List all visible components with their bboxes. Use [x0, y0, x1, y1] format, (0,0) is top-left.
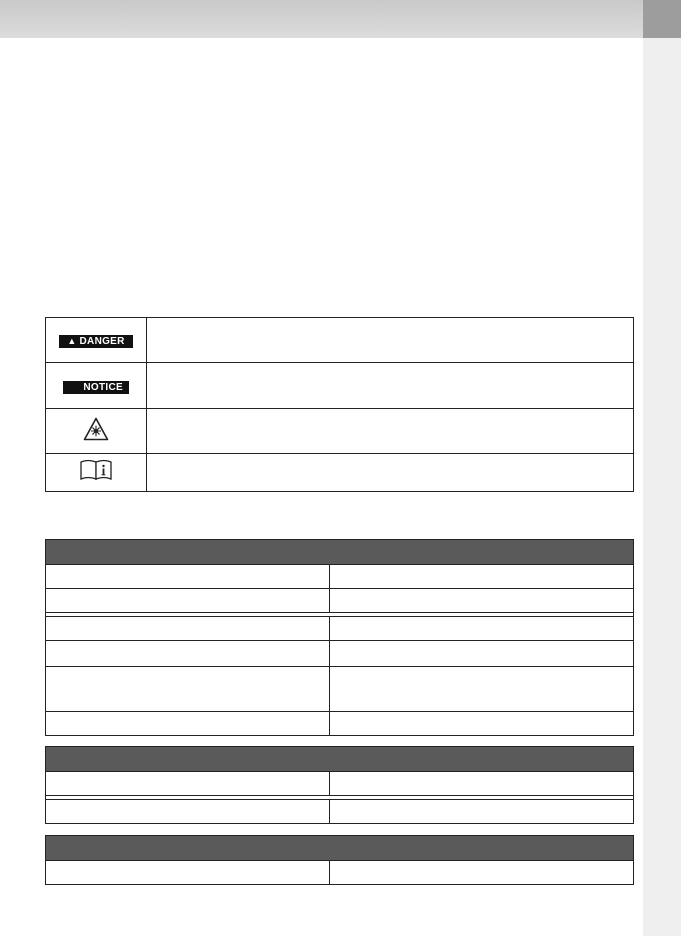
table-row — [46, 565, 634, 589]
spec-value — [330, 712, 634, 736]
symbol-description — [147, 363, 634, 409]
spec-table-title — [46, 747, 634, 772]
spec-value — [330, 589, 634, 613]
spec-table-title — [46, 836, 634, 861]
symbol-row-notice — [46, 363, 634, 409]
table-row — [46, 772, 634, 796]
table-row — [46, 667, 634, 712]
spec-value — [330, 617, 634, 641]
table-row — [46, 589, 634, 613]
warning-triangle-icon: ▲ — [67, 336, 77, 346]
table-row — [46, 617, 634, 641]
chapter-tab — [643, 0, 681, 38]
symbol-row-manual — [46, 454, 634, 492]
table-row — [46, 861, 634, 885]
symbol-row-explosion — [46, 409, 634, 454]
explosion-warning-icon — [83, 417, 109, 441]
danger-signal-label — [59, 335, 133, 348]
spec-name — [46, 641, 330, 667]
spec-value — [330, 772, 634, 796]
symbol-description — [147, 318, 634, 363]
spec-table-1 — [45, 539, 634, 736]
spec-name — [46, 589, 330, 613]
spec-table-header — [46, 540, 634, 565]
table-row — [46, 712, 634, 736]
table-row — [46, 641, 634, 667]
read-manual-icon — [79, 459, 113, 481]
symbol-row-danger — [46, 318, 634, 363]
notice-label-text: NOTICE — [83, 381, 123, 393]
spec-name — [46, 772, 330, 796]
spec-name — [46, 861, 330, 885]
spec-table-header — [46, 747, 634, 772]
spec-table-3 — [45, 835, 634, 885]
spec-value — [330, 565, 634, 589]
spec-value — [330, 800, 634, 824]
side-margin-strip — [643, 0, 681, 936]
spec-value — [330, 641, 634, 667]
spec-value — [330, 667, 634, 712]
spec-table-2 — [45, 746, 634, 824]
danger-label-text: DANGER — [79, 336, 125, 347]
spec-name — [46, 800, 330, 824]
table-row — [46, 800, 634, 824]
spec-name — [46, 565, 330, 589]
spec-name — [46, 667, 330, 712]
symbol-description — [147, 454, 634, 492]
spec-name — [46, 712, 330, 736]
page-header-bar — [0, 0, 643, 38]
symbol-table — [45, 317, 634, 492]
spec-name — [46, 617, 330, 641]
spec-value — [330, 861, 634, 885]
symbol-description — [147, 409, 634, 454]
spec-table-header — [46, 836, 634, 861]
notice-signal-label — [63, 381, 129, 394]
spec-table-title — [46, 540, 634, 565]
